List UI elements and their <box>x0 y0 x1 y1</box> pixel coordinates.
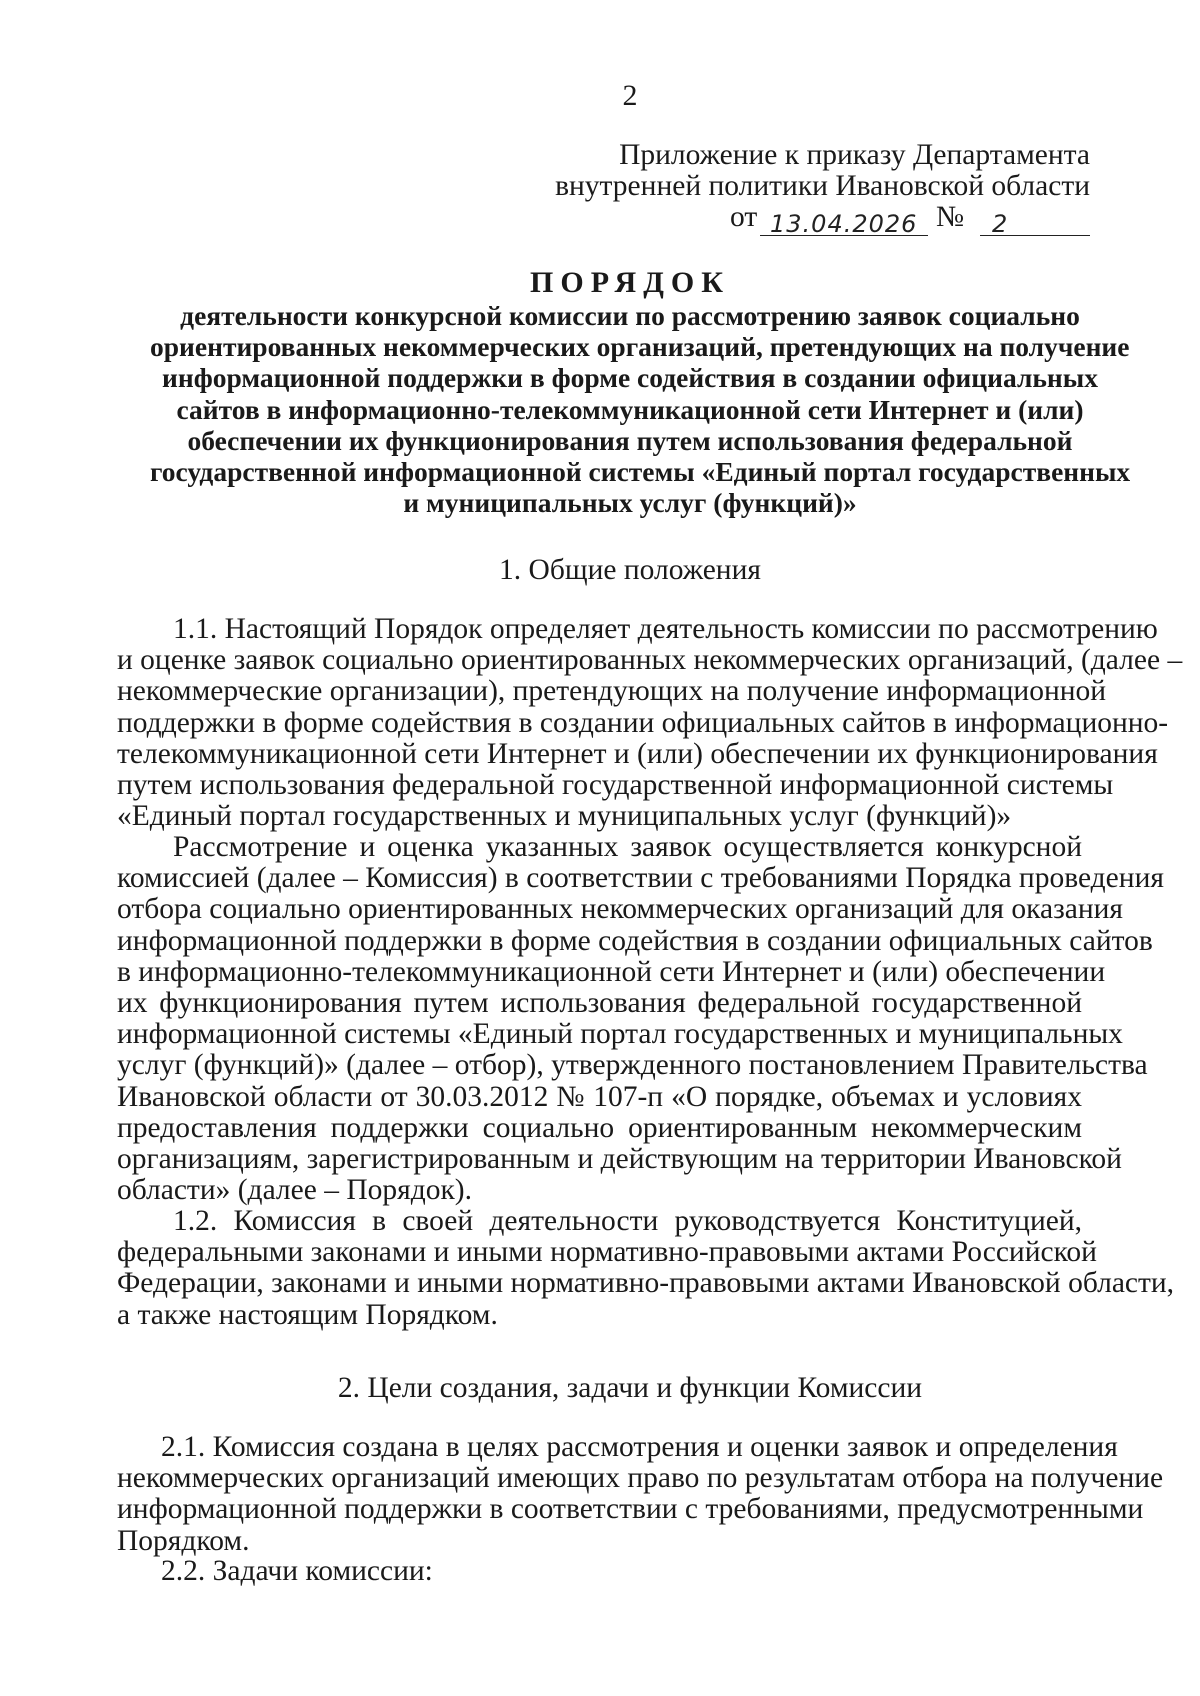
subtitle-line: информационной поддержки в форме содействия в создании официальных <box>162 362 1098 394</box>
text-line: и оценке заявок социально ориентированных некоммерческих организаций, (далее – <box>117 644 1183 677</box>
text-line: Рассмотрение и оценка указанных заявок осуществляется конкурсной <box>173 831 1082 863</box>
text-line: области» (далее – Порядок). <box>117 1174 472 1207</box>
text-line: «Единый портал государственных и муниципальных услуг (функций)» <box>117 800 1012 833</box>
text-line: Федерации, законами и иными нормативно-правовыми актами Ивановской области, <box>117 1267 1175 1300</box>
subtitle-line: государственной информационной системы «Единый портал государственных <box>150 456 1131 488</box>
section-2-paragraph-1 <box>117 1431 1164 1557</box>
document-title: ПОРЯДОК <box>530 266 730 299</box>
text-line: Порядком. <box>117 1524 250 1557</box>
text-line: телекоммуникационной сети Интернет и (или) обеспечении их функционирования <box>117 737 1158 770</box>
page-number: 2 <box>622 79 638 112</box>
section-2-paragraph-2 <box>117 1556 1082 1587</box>
section-2-heading: 2. Цели создания, задачи и функции Комиссии <box>337 1372 923 1404</box>
text-line: а также настоящим Порядком. <box>117 1298 498 1331</box>
text-line: Ивановской области от 30.03.2012 № 107-п «О порядке, объемах и условиях <box>117 1080 1082 1113</box>
text-line: информационной поддержки в соответствии с требованиями, предусмотренными <box>117 1493 1144 1526</box>
handwritten-date: 13.04.2026 <box>770 210 918 238</box>
subtitle-line: и муниципальных услуг (функций)» <box>403 487 857 519</box>
from-label: от <box>730 201 758 233</box>
number-label: № <box>936 201 965 233</box>
section-1-paragraph-1 <box>117 613 1183 833</box>
text-line: в информационно-телекоммуникационной сети Интернет и (или) обеспечении <box>117 955 1106 988</box>
subtitle-line: деятельности конкурсной комиссии по рассмотрению заявок социально <box>180 300 1080 331</box>
text-line: предоставления поддержки социально ориентированным некоммерческим <box>117 1111 1082 1144</box>
section-1-paragraph-3 <box>117 1205 1175 1331</box>
order-date-number <box>730 201 1090 240</box>
text-line: некоммерческие организации), претендующих на получение информационной <box>117 675 1107 708</box>
text-line: комиссией (далее – Комиссия) в соответствии с требованиями Порядка проведения <box>117 862 1164 895</box>
document-subtitle <box>150 300 1131 519</box>
text-line: их функционирования путем использования федеральной государственной <box>117 986 1082 1019</box>
text-line: путем использования федеральной государственной информационной системы <box>117 768 1114 801</box>
text-line: 1.1. Настоящий Порядок определяет деятельность комиссии по рассмотрению <box>173 613 1158 645</box>
text-line: федеральными законами и иными нормативно-правовыми актами Российской <box>117 1236 1097 1269</box>
appendix-header <box>555 140 1090 202</box>
subtitle-line: обеспечении их функционирования путем использования федеральной <box>187 424 1073 456</box>
section-1-heading: 1. Общие положения <box>499 554 761 586</box>
handwritten-number: 2 <box>992 210 1009 238</box>
appendix-line-1: Приложение к приказу Департамента <box>619 139 1090 171</box>
text-line: поддержки в форме содействия в создании официальных сайтов в информационно- <box>117 706 1169 739</box>
text-line: 2.1. Комиссия создана в целях рассмотрения и оценки заявок и определения <box>161 1431 1118 1463</box>
text-line: услуг (функций)» (далее – отбор), утвержденного постановлением Правительства <box>117 1049 1148 1082</box>
text-line: организациям, зарегистрированным и действующим на территории Ивановской <box>117 1142 1122 1175</box>
text-line: информационной системы «Единый портал государственных и муниципальных <box>117 1018 1123 1051</box>
text-line: некоммерческих организаций имеющих право по результатам отбора на получение <box>117 1462 1164 1495</box>
text-line: информационной поддержки в форме содействия в создании официальных сайтов <box>117 924 1153 957</box>
text-line: 1.2. Комиссия в своей деятельности руководствуется Конституцией, <box>173 1205 1082 1237</box>
appendix-line-2: внутренней политики Ивановской области <box>555 170 1090 202</box>
text-line: отбора социально ориентированных некоммерческих организаций для оказания <box>117 893 1123 926</box>
subtitle-line: сайтов в информационно-телекоммуникационной сети Интернет и (или) <box>176 393 1084 425</box>
subtitle-line: ориентированных некоммерческих организаций, претендующих на получение <box>150 331 1130 363</box>
text-line: 2.2. Задачи комиссии: <box>161 1555 433 1587</box>
section-1-paragraph-2 <box>117 831 1164 1207</box>
